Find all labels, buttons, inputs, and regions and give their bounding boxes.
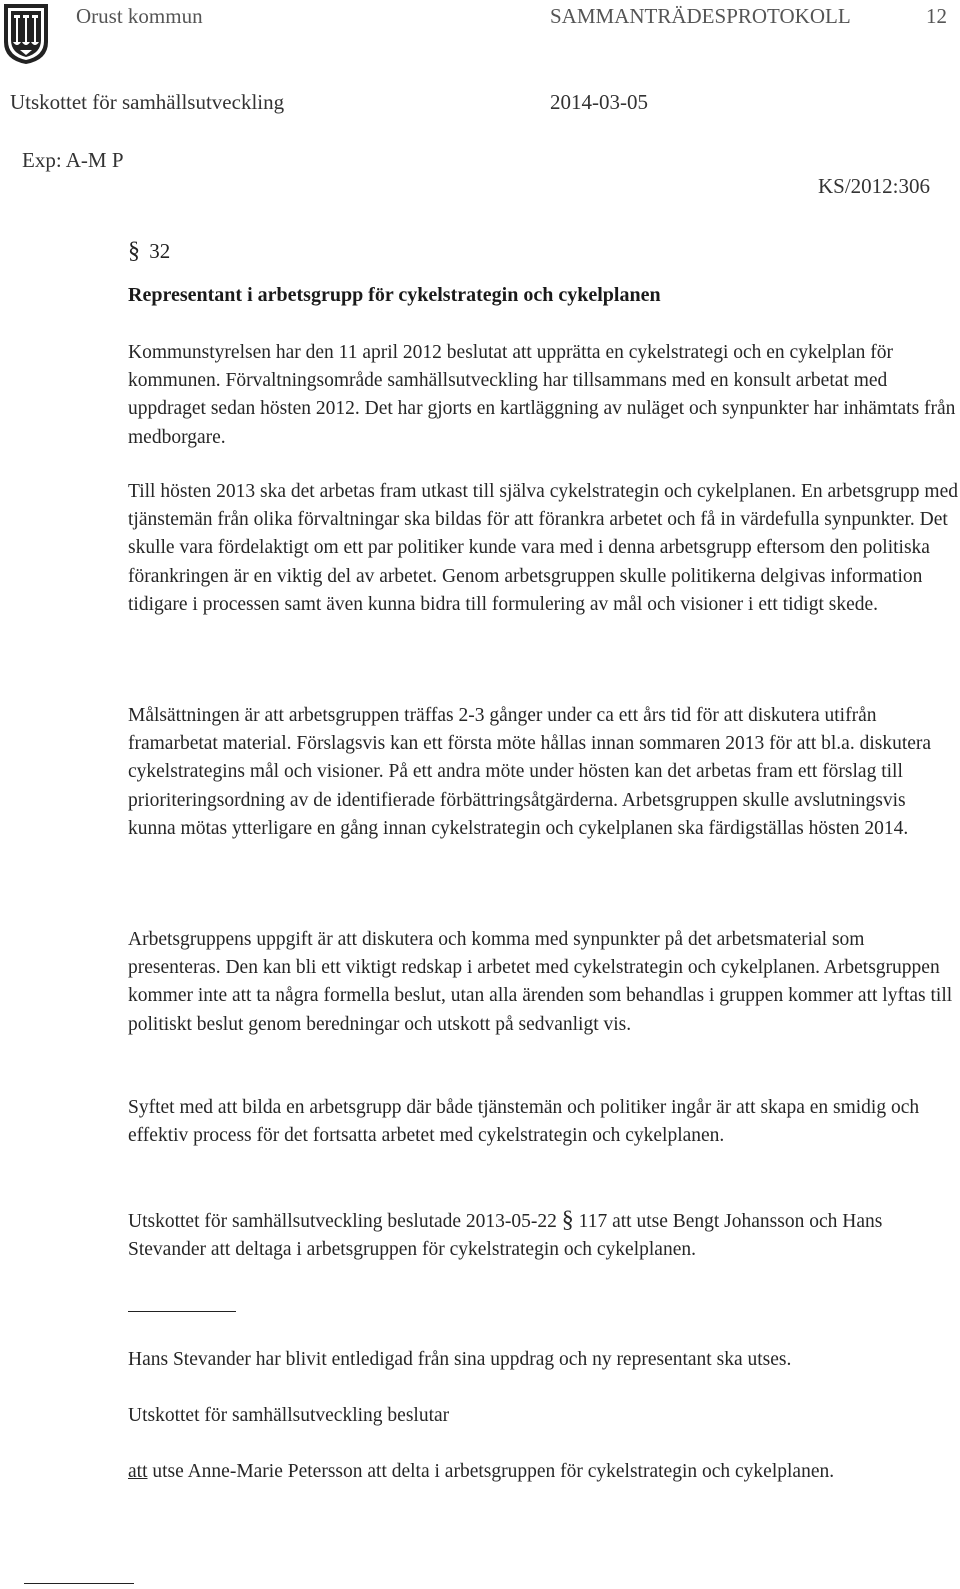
paragraph-6: Utskottet för samhällsutveckling beslutade 2013-05-22 § 117 att utse Bengt Johansson och Hans Stevander att deltaga i arbetsgruppen för cykelstrategin och cykelplanen.	[128, 1207, 883, 1261]
expedition-note: Exp: A-M P	[22, 148, 124, 172]
paragraph-5: Syftet med att bilda en arbetsgrupp där både tjänstemän och politiker ingår är att skapa en smidig och effektiv process för det fortsatta arbetet med cykelstrategin och cykelplanen.	[128, 1097, 920, 1147]
section-sign: §	[128, 238, 140, 264]
decision-intro: Utskottet för samhällsutveckling beslutar	[128, 1405, 450, 1426]
document-type: SAMMANTRÄDESPROTOKOLL	[550, 4, 851, 28]
municipality-name: Orust kommun	[76, 4, 203, 28]
case-number: KS/2012:306	[818, 174, 931, 198]
paragraph-4: Arbetsgruppens uppgift är att diskutera och komma med synpunkter på det arbetsmaterial som presenteras. Den kan bli ett viktigt redskap i arbetet med cykelstrategin och cykelplanen. Arbetsgruppen kommer inte att ta några formella beslut, utan alla ärenden som behandlas i gruppen kommer att lyftas till politiskt beslut genom beredningar och utskott på sedvanligt vis.	[128, 929, 953, 1035]
paragraph-7: Hans Stevander har blivit entledigad från sina uppdrag och ny representant ska utses.	[128, 1349, 792, 1370]
section-paragraph-number	[128, 238, 170, 265]
meeting-date: 2014-03-05	[550, 90, 648, 114]
paragraph-3: Målsättningen är att arbetsgruppen träffas 2-3 gånger under ca ett års tid för att diskutera utifrån framarbetat material. Förslagsvis kan ett första möte hållas innan sommaren 2013 för att bl.a. diskutera cykelstrategins mål och visioner. På ett andra möte under hösten kan det arbetas fram ett förslag till prioriteringsordning av de identifierade förbättringsåtgärderna. Arbetsgruppen skulle avslutningsvis kunna mötas ytterligare en gång innan cykelstrategin och cykelplanen ska färdigställas hösten 2014.	[128, 705, 932, 839]
separator-line	[128, 1311, 236, 1312]
section-sign-inline: §	[561, 1207, 574, 1233]
committee-name: Utskottet för samhällsutveckling	[10, 90, 285, 114]
paragraph-2: Till hösten 2013 ska det arbetas fram utkast till själva cykelstrategin och cykelplanen. En arbetsgrupp med tjänstemän från olika förvaltningar ska bildas för att förankra arbetet och få in värdefulla synpunkter. Det skulle vara fördelaktigt om ett par politiker kunde vara med i denna arbetsgrupp eftersom den politiska förankringen är en viktig del av arbetet. Genom arbetsgruppen skulle politikerna delgivas information tidigare i processen samt även kunna bidra till formulering av mål och visioner i ett tidigt skede.	[128, 481, 958, 615]
page-number: 12	[926, 4, 947, 28]
section-number: 32	[149, 239, 171, 263]
signature-line	[24, 1583, 134, 1584]
section-title: Representant i arbetsgrupp för cykelstrategin och cykelplanen	[128, 284, 661, 306]
municipality-coat-of-arms-logo	[2, 2, 50, 66]
paragraph-1: Kommunstyrelsen har den 11 april 2012 beslutat att upprätta en cykelstrategi och en cykelplan för kommunen. Förvaltningsområde samhällsutveckling har tillsammans med en konsult arbetat med uppdraget sedan hösten 2012. Det har gjorts en kartläggning av nuläget och synpunkter har inhämtats från medborgare.	[128, 342, 956, 448]
decision-text: att utse Anne-Marie Petersson att delta i arbetsgruppen för cykelstrategin och cykelplanen.	[128, 1461, 835, 1482]
decision-att: att	[128, 1461, 148, 1482]
